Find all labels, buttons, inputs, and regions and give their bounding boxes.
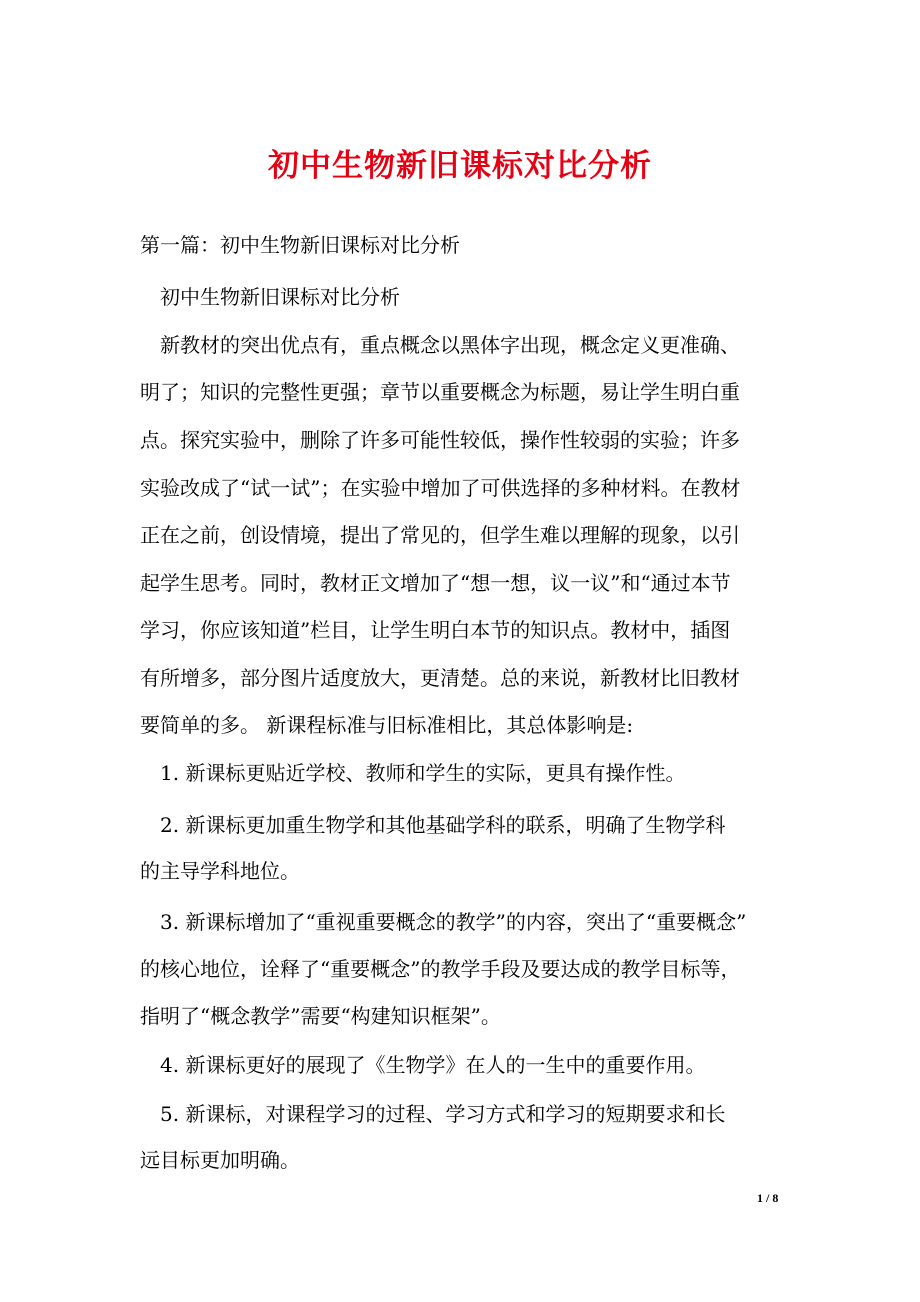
paragraph-line: 新教材的突出优点有，重点概念以黑体字出现，概念定义更准确、 <box>160 333 740 357</box>
paragraph-line: 正在之前，创设情境，提出了常见的，但学生难以理解的现象，以引 <box>140 523 740 547</box>
list-item: 5. 新课标，对课程学习的过程、学习方式和学习的短期要求和长 <box>160 1102 726 1126</box>
paragraph-line: 点。探究实验中，删除了许多可能性较低，操作性较弱的实验；许多 <box>140 428 740 452</box>
paragraph-line: 有所增多，部分图片适度放大，更清楚。总的来说，新教材比旧教材 <box>140 666 740 690</box>
document-title: 初中生物新旧课标对比分析 <box>268 148 652 184</box>
list-item-continuation: 指明了“概念教学”需要“构建知识框架”。 <box>140 1004 501 1028</box>
section-heading: 第一篇：初中生物新旧课标对比分析 <box>140 233 460 257</box>
page-number: 1 / 8 <box>757 1191 779 1205</box>
list-item: 1. 新课标更贴近学校、教师和学生的实际，更具有操作性。 <box>160 761 686 785</box>
paragraph-line: 实验改成了“试一试”；在实验中增加了可供选择的多种材料。在教材 <box>140 476 741 500</box>
list-item-continuation: 的核心地位，诠释了“重要概念”的教学手段及要达成的教学目标等， <box>140 957 741 981</box>
paragraph-line: 学习，你应该知道”栏目，让学生明白本节的知识点。教材中，插图 <box>140 618 731 642</box>
list-item-continuation: 远目标更加明确。 <box>140 1148 300 1172</box>
list-item: 4. 新课标更好的展现了《生物学》在人的一生中的重要作用。 <box>160 1053 706 1077</box>
paragraph-line: 要简单的多。 新课程标准与旧标准相比，其总体影响是: <box>140 713 634 737</box>
paragraph-line: 起学生思考。同时，教材正文增加了“想一想，议一议”和“通过本节 <box>140 571 731 595</box>
list-item: 2. 新课标更加重生物学和其他基础学科的联系，明确了生物学科 <box>160 813 726 837</box>
paragraph-line: 明了；知识的完整性更强；章节以重要概念为标题，易让学生明白重 <box>140 380 740 404</box>
paragraph-subtitle: 初中生物新旧课标对比分析 <box>160 285 400 309</box>
list-item: 3. 新课标增加了“重视重要概念的教学”的内容，突出了“重要概念” <box>160 910 747 934</box>
list-item-continuation: 的主导学科地位。 <box>140 859 300 883</box>
